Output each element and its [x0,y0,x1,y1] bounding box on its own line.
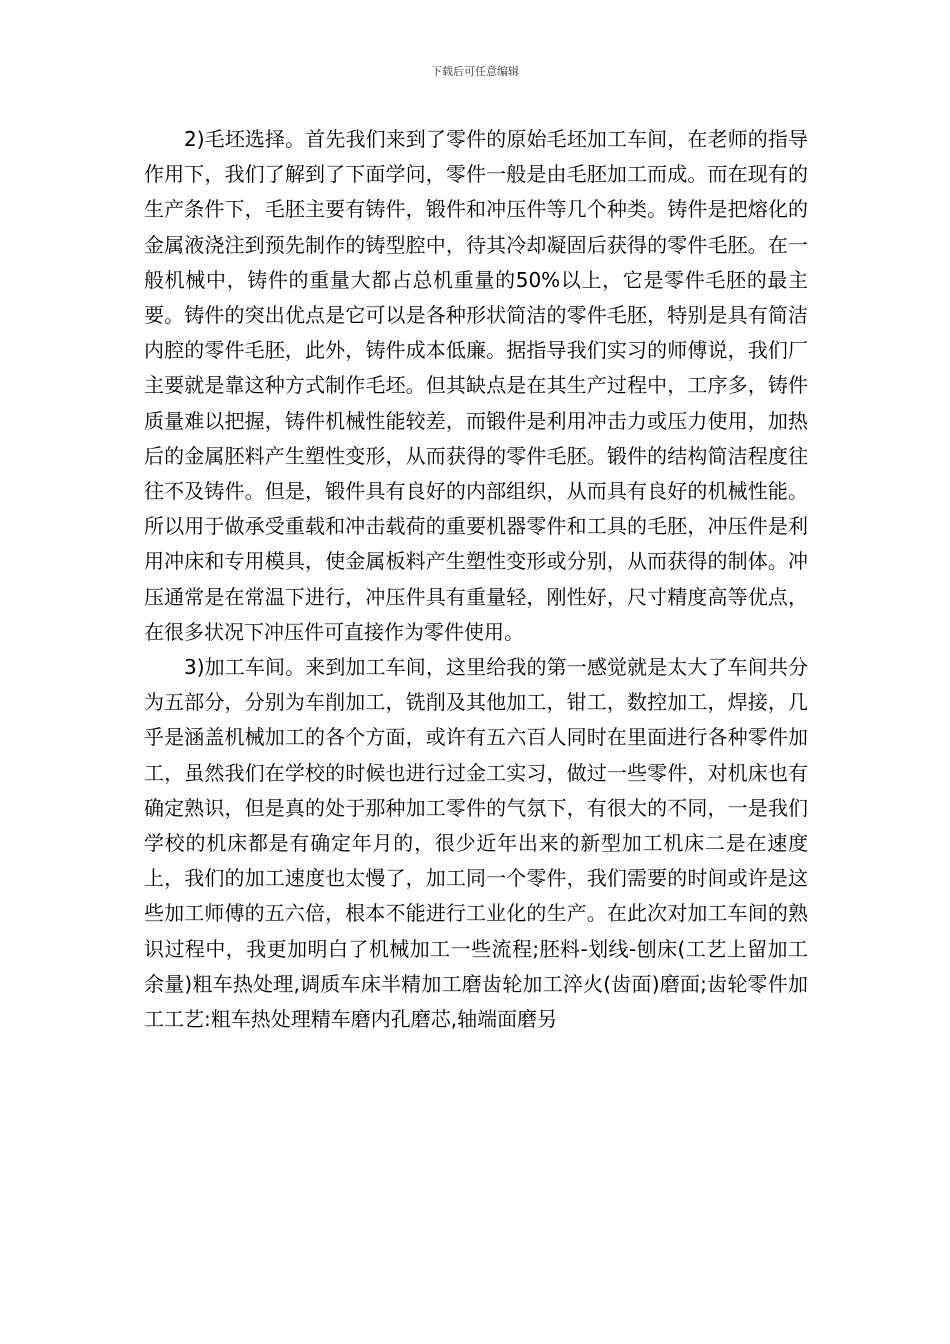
page-header-note: 下载后可任意编辑 [431,65,519,78]
paragraph-machining-workshop: 3)加工车间。来到加工车间，这里给我的第一感觉就是太大了车间共分为五部分，分别为车削加工，铣削及其他加工，钳工，数控加工，焊接，几乎是涵盖机械加工的各个方面，或许有五六百人同时在里面进行各种零件加工，虽然我们在学校的时候也进行过金工实习，做过一些零件，对机床也有确定熟识，但是真的处于那种加工零件的气氛下，有很大的不同，一是我们学校的机床都是有确定年月的，很少近年出来的新型加工机床二是在速度上，我们的加工速度也太慢了，加工同一个零件，我们需要的时间或许是这些加工师傅的五六倍，根本不能进行工业化的生产。在此次对加工车间的熟识过程中，我更加明白了机械加工一些流程;胚料-划线-刨床(工艺上留加工余量)粗车热处理,调质车床半精加工磨齿轮加工淬火(齿面)磨面;齿轮零件加工工艺:粗车热处理精车磨内孔磨芯,轴端面磨另 [144,655,808,1032]
document-body [144,122,808,1037]
paragraph-blank-selection: 2)毛坯选择。首先我们来到了零件的原始毛坯加工车间，在老师的指导作用下，我们了解到了下面学问，零件一般是由毛胚加工而成。而在现有的生产条件下，毛胚主要有铸件，锻件和冲压件等几个种类。铸件是把熔化的金属液浇注到预先制作的铸型腔中，待其冷却凝固后获得的零件毛胚。在一般机械中，铸件的重量大都占总机重量的50%以上，它是零件毛胚的最主要。铸件的突出优点是它可以是各种形状简洁的零件毛胚，特别是具有简洁内腔的零件毛胚，此外，铸件成本低廉。据指导我们实习的师傅说，我们厂主要就是靠这种方式制作毛坯。但其缺点是在其生产过程中，工序多，铸件质量难以把握，铸件机械性能较差，而锻件是利用冲击力或压力使用，加热后的金属胚料产生塑性变形，从而获得的零件毛胚。锻件的结构简洁程度往往不及铸件。但是，锻件具有良好的内部组织，从而具有良好的机械性能。所以用于做承受重载和冲击载荷的重要机器零件和工具的毛胚，冲压件是利用冲床和专用模具，使金属板料产生塑性变形或分别，从而获得的制体。冲压通常是在常温下进行，冲压件具有重量轻，刚性好，尺寸精度高等优点，在很多状况下冲压件可直接作为零件使用。 [144,127,808,644]
